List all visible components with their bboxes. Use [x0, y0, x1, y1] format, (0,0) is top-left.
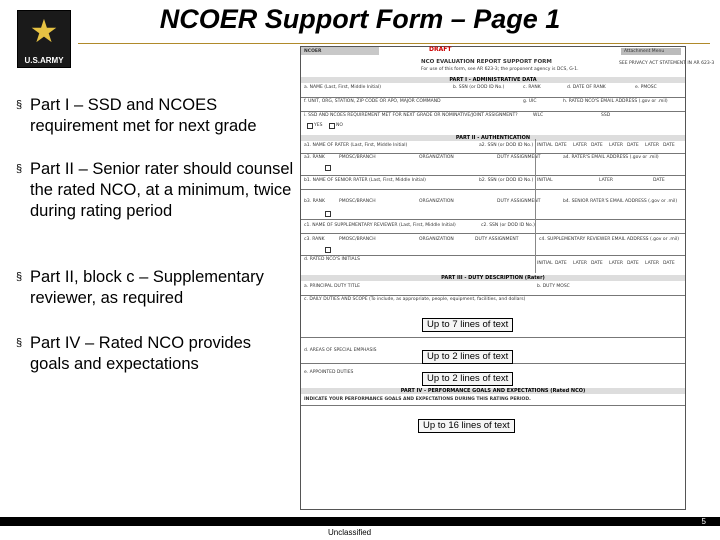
date-label: DATE [627, 143, 639, 148]
draft-label: DRAFT [429, 46, 452, 53]
bullet-marker-icon: § [16, 271, 23, 283]
rater-pmosc-field: PMOSC/BRANCH [339, 155, 376, 160]
sr-pmosc-field: PMOSC/BRANCH [339, 199, 376, 204]
ssd-yes-label: YES [314, 123, 323, 128]
bullet-text: Part I – SSD and NCOES requirement met for next grade [30, 96, 257, 135]
field-ssd-label: SSD [601, 113, 611, 118]
bullet-marker-icon: § [16, 337, 23, 349]
field-wlc: WLC [533, 113, 544, 118]
daily-duties-field: c. DAILY DUTIES AND SCOPE (To include, as appropriate, people, equipment, facilities, and dollars) [304, 297, 526, 302]
bullet-text: Part II, block c – Supplementary reviewer, as required [30, 268, 264, 307]
sr-rank-dropdown[interactable] [325, 211, 331, 217]
bullet-part-1 [16, 95, 294, 137]
field-pmosc: e. PMOSC [635, 85, 657, 90]
initial-label: INITIAL [537, 178, 553, 183]
rated-initials-field: d. RATED NCO'S INITIALS [304, 257, 360, 262]
rater-ssn-field: a2. SSN (or DOD ID No.) [479, 143, 534, 148]
date-label: DATE [555, 143, 567, 148]
later-label: LATER [645, 261, 660, 266]
part-1-header: PART I - ADMINISTRATIVE DATA [301, 77, 685, 83]
date-label: DATE [663, 261, 675, 266]
sr-duty-field: DUTY ASSIGNMENT [497, 199, 541, 204]
classification-label: Unclassified [328, 528, 372, 537]
bullet-part-2 [16, 159, 294, 222]
ncoer-support-form [300, 46, 715, 510]
supp-name-field: c1. NAME OF SUPPLEMENTARY REVIEWER (Last, First, Middle Initial) [304, 223, 456, 228]
attachment-menu-button[interactable]: Attachment Menu [624, 49, 665, 54]
part-2-header: PART II - AUTHENTICATION [301, 135, 685, 141]
field-uic: g. UIC [523, 99, 537, 104]
slide-title: NCOER Support Form – Page 1 [159, 4, 561, 34]
later-label: LATER [573, 143, 588, 148]
form-title: NCO EVALUATION REPORT SUPPORT FORM [421, 59, 552, 65]
callout-appointed-duties: Up to 2 lines of text [422, 372, 513, 386]
privacy-statement: SEE PRIVACY ACT STATEMENT IN AR 623-3 [619, 61, 715, 66]
title-rule [78, 43, 710, 44]
form-header-left: NCOER [304, 49, 322, 54]
sr-org-field: ORGANIZATION [419, 199, 454, 204]
field-date-of-rank: d. DATE OF RANK [567, 85, 606, 90]
callout-part-4: Up to 16 lines of text [418, 419, 515, 433]
bullet-part-2c [16, 267, 294, 309]
ssd-no-checkbox[interactable] [329, 123, 335, 129]
army-star-icon: ★ [29, 12, 59, 50]
page-number: 5 [701, 517, 706, 526]
field-ssn: b. SSN (or DOD ID No.) [453, 85, 505, 90]
bullet-text: Part II – Senior rater should counsel the rated NCO, at a minimum, twice during rating period [30, 160, 294, 220]
rater-rank-dropdown[interactable] [325, 165, 331, 171]
rater-org-field: ORGANIZATION [419, 155, 454, 160]
sr-rank-field: b3. RANK [304, 199, 325, 204]
callout-special-emphasis: Up to 2 lines of text [422, 350, 513, 364]
bullet-text: Part IV – Rated NCO provides goals and expectations [30, 334, 252, 373]
bullet-part-4 [16, 333, 294, 375]
callout-daily-duties: Up to 7 lines of text [422, 318, 513, 332]
supp-email-field: c4. SUPPLEMENTARY REVIEWER EMAIL ADDRESS (.gov or .mil) [539, 237, 679, 242]
date-label: DATE [653, 178, 665, 183]
later-label: LATER [609, 143, 624, 148]
bullet-marker-icon: § [16, 99, 23, 111]
footer-bar [0, 517, 720, 526]
date-label: DATE [591, 261, 603, 266]
date-label: DATE [627, 261, 639, 266]
rater-name-field: a1. NAME OF RATER (Last, First, Middle Initial) [304, 143, 408, 148]
supp-org-field: ORGANIZATION [419, 237, 454, 242]
sr-email-field: b4. SENIOR RATER'S EMAIL ADDRESS (.gov or .mil) [563, 199, 678, 204]
initial-label: INITIAL [537, 261, 553, 266]
appointed-duties-field: e. APPOINTED DUTIES [304, 370, 354, 375]
ssd-yes-checkbox[interactable] [307, 123, 313, 129]
sr-name-field: b1. NAME OF SENIOR RATER (Last, First, Middle Initial) [304, 178, 426, 183]
field-name: a. NAME (Last, First, Middle Initial) [304, 85, 382, 90]
supp-rank-field: c3. RANK [304, 237, 325, 242]
part-4-header: PART IV - PERFORMANCE GOALS AND EXPECTATIONS (Rated NCO) [301, 388, 685, 394]
field-unit: f. UNIT, ORG, STATION, ZIP CODE OR APO, MAJOR COMMAND [304, 99, 441, 104]
field-ssd: i. SSD AND NCOES REQUIREMENT MET FOR NEXT GRADE OR NOMINATIVE/JOINT ASSIGNMENT? [304, 113, 518, 118]
later-label: LATER [573, 261, 588, 266]
supp-ssn-field: c2. SSN (or DOD ID No.) [481, 223, 535, 228]
supp-rank-dropdown[interactable] [325, 247, 331, 253]
part-4-instructions: INDICATE YOUR PERFORMANCE GOALS AND EXPECTATIONS DURING THIS RATING PERIOD. [304, 397, 531, 402]
field-email: h. RATED NCO'S EMAIL ADDRESS (.gov or .mil) [563, 99, 668, 104]
logo-text: U.S.ARMY [24, 56, 64, 65]
part-3-header: PART III - DUTY DESCRIPTION (Rater) [301, 275, 685, 281]
later-label: LATER [599, 178, 614, 183]
duty-title-field: a. PRINCIPAL DUTY TITLE [304, 284, 360, 289]
date-label: DATE [663, 143, 675, 148]
field-rank: c. RANK [523, 85, 541, 90]
initial-label: INITIAL [537, 143, 553, 148]
ssd-no-label: NO [336, 123, 343, 128]
later-label: LATER [645, 143, 660, 148]
special-emphasis-field: d. AREAS OF SPECIAL EMPHASIS [304, 348, 377, 353]
rater-duty-field: DUTY ASSIGNMENT [497, 155, 541, 160]
supp-duty-field: DUTY ASSIGNMENT [475, 237, 519, 242]
later-label: LATER [609, 261, 624, 266]
form-subtitle: For use of this form, see AR 623-3; the proponent agency is DCS, G-1. [421, 67, 579, 72]
date-label: DATE [591, 143, 603, 148]
date-label: DATE [555, 261, 567, 266]
rater-rank-field: a3. RANK [304, 155, 325, 160]
sr-ssn-field: b2. SSN (or DOD ID No.) [479, 178, 534, 183]
supp-pmosc-field: PMOSC/BRANCH [339, 237, 376, 242]
duty-mosc-field: b. DUTY MOSC [537, 284, 570, 289]
bullet-marker-icon: § [16, 163, 23, 175]
rater-email-field: a4. RATER'S EMAIL ADDRESS (.gov or .mil) [563, 155, 659, 160]
